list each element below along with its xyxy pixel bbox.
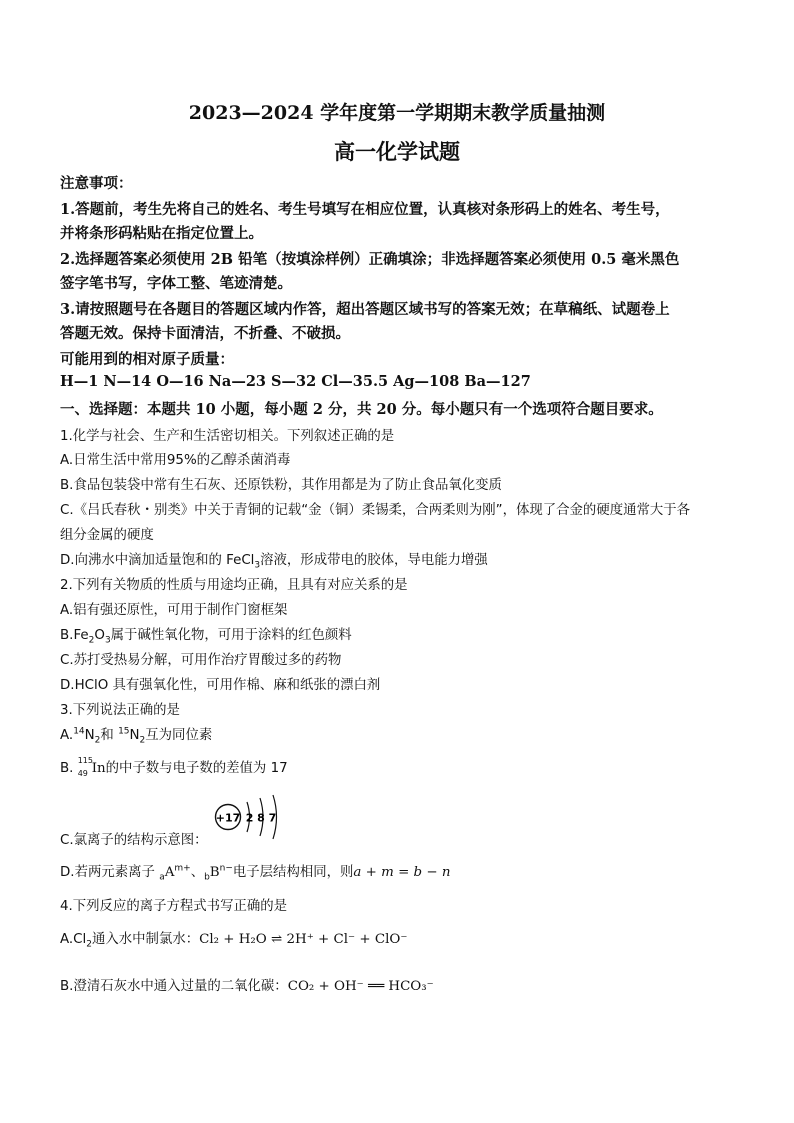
exam-subtitle: 高一化学试题 — [334, 139, 460, 164]
q1-option-c-line-1: C.《吕氏春秋・别类》中关于青铜的记载“金（铜）柔锡柔，合两柔则为刚”，体现了合金的硬度通常大于各 — [60, 503, 691, 518]
note-1-line-2: 并将条形码粘贴在指定位置上。 — [60, 225, 263, 242]
q4-stem: 4.下列反应的离子方程式书写正确的是 — [60, 899, 288, 914]
q1-option-c-line-2: 组分金属的硬度 — [60, 528, 154, 543]
q2-option-b: $B.Fe_2O_3$属于碱性氧化物，可用于涂料的红色颜料 — [60, 628, 352, 646]
q1-option-b: B.食品包装袋中常有生石灰、还原铁粉，其作用都是为了防止食品氧化变质 — [60, 478, 502, 493]
note-2-line-1: 2.选择题答案必须使用 2B 铅笔（按填涂样例）正确填涂；非选择题答案必须使用 0.5 毫米黑色 — [60, 251, 680, 268]
q3-option-c: C.氯离子的结构示意图： — [60, 833, 208, 848]
q4-option-b: B.澄清石灰水中通入过量的二氧化碳：CO₂ + OH⁻ ══ HCO₃⁻ — [60, 979, 434, 994]
q3-option-d: D.若两元素离子 $_aA^{m+}$、$_bB^{n-}$电子层结构相同，则a + m = b − n — [60, 863, 451, 883]
q3-stem: 3.下列说法正确的是 — [60, 703, 180, 718]
q1-option-d: D.向沸水中滴加适量饱和的 FeCl$_3$溶液，形成带电的胶体，导电能力增强 — [60, 553, 488, 571]
q2-option-d: D.HClO 具有强氧化性，可用作棉、麻和纸张的漂白剂 — [60, 678, 381, 693]
q3-option-a: $A.^{14}N_2$和 $^{15}N_2$互为同位素 — [60, 726, 213, 746]
q3-option-b: B. 115 49 In的中子数与电子数的差值为 17 — [60, 756, 288, 778]
section-1-heading: 一、选择题：本题共 10 小题，每小题 2 分，共 20 分。每小题只有一个选项符合题目要求。 — [60, 401, 663, 418]
notes-heading: 注意事项： — [60, 175, 133, 192]
q2-stem: 2.下列有关物质的性质与用途均正确，且具有对应关系的是 — [60, 578, 408, 593]
chloride-ion-structure-diagram — [208, 792, 298, 842]
q2-option-c: C.苏打受热易分解，可用作治疗胃酸过多的药物 — [60, 653, 342, 668]
q2-option-a: A.铝有强还原性，可用于制作门窗框架 — [60, 603, 288, 618]
exam-title: 2023—2024 学年度第一学期期末教学质量抽测 — [188, 102, 606, 124]
q4-option-a: $A.Cl_2$通入水中制氯水：Cl₂ + H₂O ⇌ 2H⁺ + Cl⁻ + ClO⁻ — [60, 932, 408, 950]
note-1-line-1: 1.答题前，考生先将自己的姓名、考生号填写在相应位置，认真核对条形码上的姓名、考生号， — [60, 201, 670, 218]
atomic-mass-list: H—1 N—14 O—16 Na—23 S—32 Cl—35.5 Ag—108 Ba—127 — [60, 373, 531, 390]
electron-shells: 2 8 7 — [245, 811, 277, 825]
note-3-line-2: 答题无效。保持卡面清洁，不折叠、不破损。 — [60, 325, 350, 342]
note-2-line-2: 签字笔书写，字体工整、笔迹清楚。 — [60, 275, 292, 292]
note-3-line-1: 3.请按照题号在各题目的答题区域内作答，超出答题区域书写的答案无效；在草稿纸、试题卷上 — [60, 301, 670, 318]
q1-option-a: A.日常生活中常用95%的乙醇杀菌消毒 — [60, 453, 291, 468]
nucleus-charge: +17 — [215, 811, 241, 825]
atomic-mass-heading: 可能用到的相对原子质量： — [60, 351, 234, 368]
q1-stem: 1.化学与社会、生产和生活密切相关。下列叙述正确的是 — [60, 429, 395, 444]
